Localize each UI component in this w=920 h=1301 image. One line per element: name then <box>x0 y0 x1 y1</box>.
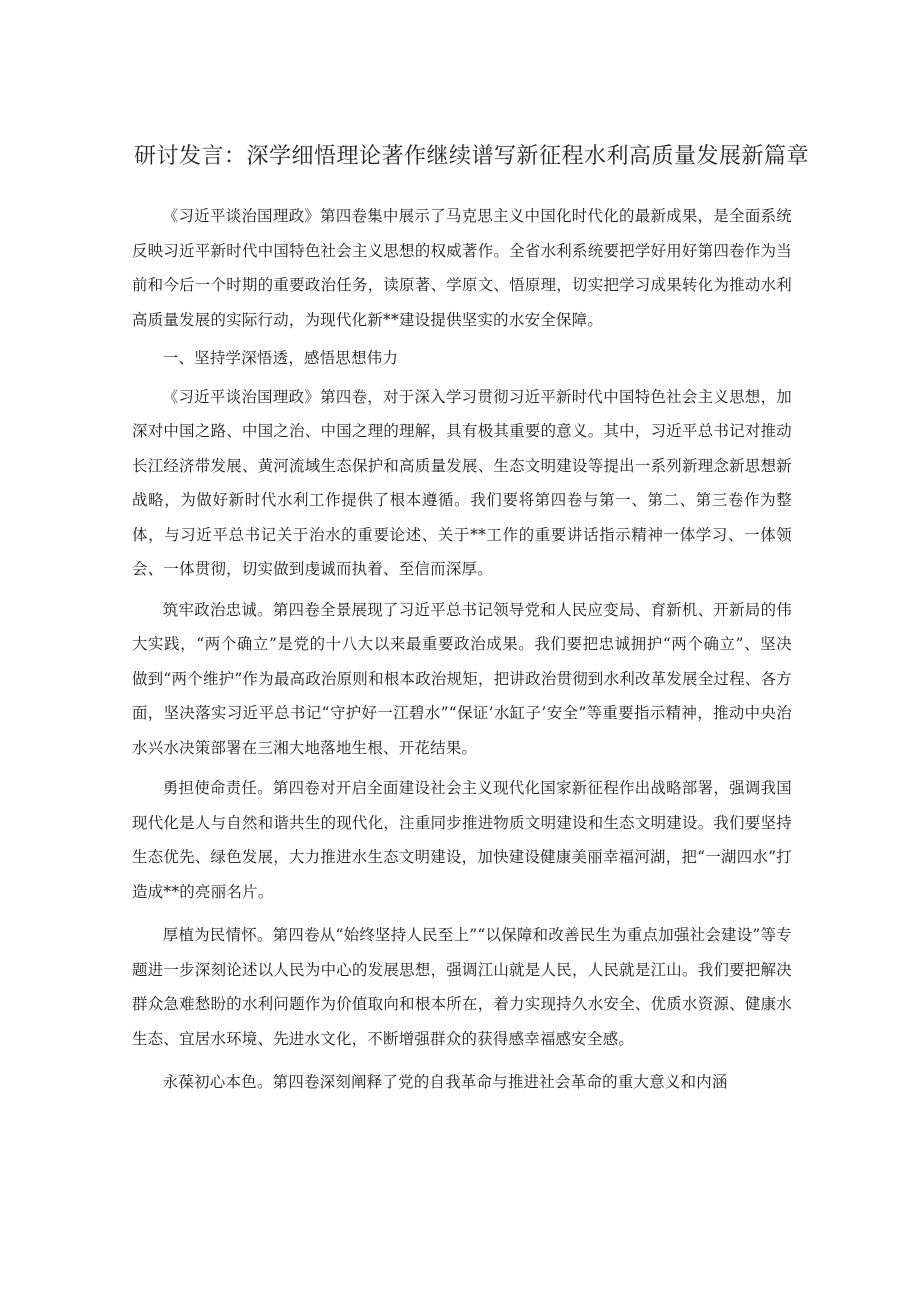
body-paragraph: 永葆初心本色。第四卷深刻阐释了党的自我革命与推进社会革命的重大意义和内涵 <box>162 1073 728 1091</box>
intro-paragraph: 《习近平谈治国理政》第四卷集中展示了马克思主义中国化时代化的最新成果，是全面系统反映习近平新时代中国特色社会主义思想的权威著作。全省水利系统要把学好用好第四卷作为当前和今后一个时期的重要政治任务，读原著、学原文、悟原理，切实把学习成果转化为推动水利高质量发展的实际行动，为现代化新**建设提供坚实的水安全保障。 <box>132 207 792 329</box>
body-paragraph: 筑牢政治忠诚。第四卷全景展现了习近平总书记领导党和人民应变局、育新机、开新局的伟大实践，“两个确立”是党的十八大以来最重要政治成果。我们要把忠诚拥护“两个确立”、坚决做到“两个维护”作为最高政治原则和根本政治规矩，把讲政治贯彻到水利改革发展全过程、各方面，坚决落实习近平总书记“守护好一江碧水”“保证’水缸子’安全”等重要指示精神，推动中央治水兴水决策部署在三湘大地落地生根、开花结果。 <box>132 600 792 757</box>
section-heading-1: 一、坚持学深悟透，感悟思想伟力 <box>162 349 399 367</box>
body-paragraph: 勇担使命责任。第四卷对开启全面建设社会主义现代化国家新征程作出战略部署，强调我国现代化是人与自然和谐共生的现代化，注重同步推进物质文明建设和生态文明建设。我们要坚持生态优先、绿色发展，大力推进水生态文明建设，加快建设健康美丽幸福河湖，把“一湖四水”打造成**的亮丽名片。 <box>132 779 792 901</box>
body-paragraph: 厚植为民情怀。第四卷从“始终坚持人民至上”“以保障和改善民生为重点加强社会建设”等专题进一步深刻论述以人民为中心的发展思想，强调江山就是人民，人民就是江山。我们要把解决群众急难愁盼的水利问题作为价值取向和根本所在，着力实现持久水安全、优质水资源、健康水生态、宜居水环境、先进水文化，不断增强群众的获得感幸福感安全感。 <box>132 926 792 1048</box>
body-paragraph: 《习近平谈治国理政》第四卷，对于深入学习贯彻习近平新时代中国特色社会主义思想，加深对中国之路、中国之治、中国之理的理解，具有极其重要的意义。其中，习近平总书记对推动长江经济带发展、黄河流域生态保护和高质量发展、生态文明建设等提出一系列新理念新思想新战略，为做好新时代水利工作提供了根本遵循。我们要将第四卷与第一、第二、第三卷作为整体，与习近平总书记关于治水的重要论述、关于**工作的重要讲话指示精神一体学习、一体领会、一体贯彻，切实做到虔诚而执着、至信而深厚。 <box>132 387 792 578</box>
document-title: 研讨发言：深学细悟理论著作继续谱写新征程水利高质量发展新篇章 <box>134 144 810 169</box>
document-body <box>132 199 792 1100</box>
